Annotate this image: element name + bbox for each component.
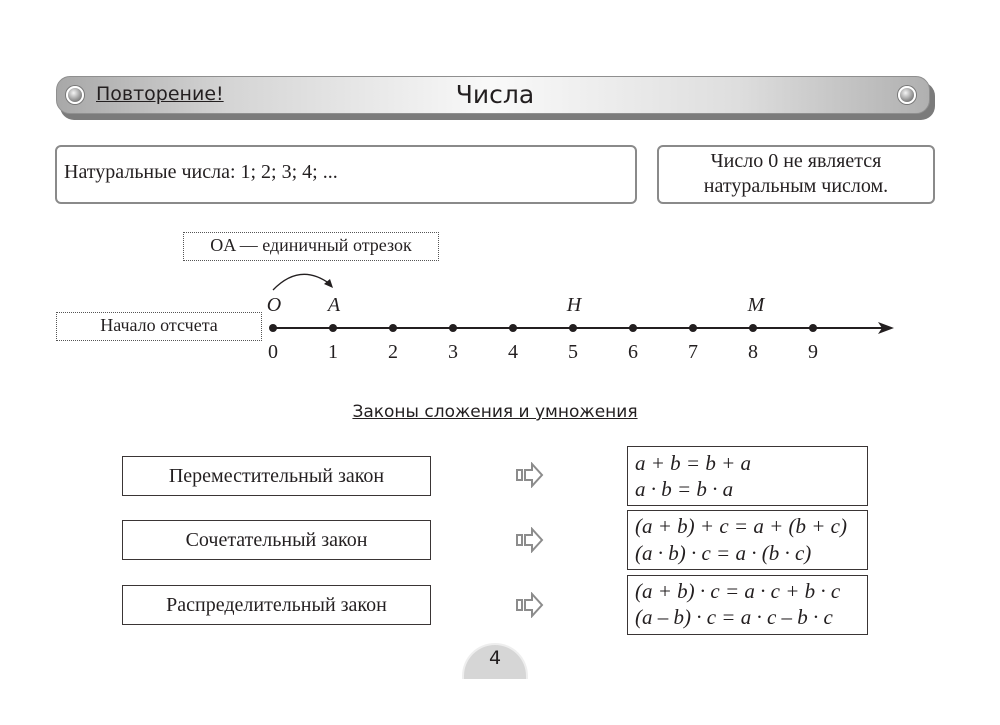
outline-right-arrow-icon — [515, 462, 545, 488]
page-number: 4 — [488, 647, 502, 669]
law-distributive: Распределительный закон — [122, 585, 431, 625]
outline-right-arrow-icon — [515, 592, 545, 618]
tick-label: 9 — [808, 341, 818, 363]
natural-numbers-text: Натуральные числа: 1; 2; 3; 4; ... — [64, 161, 338, 183]
law-associative: Сочетательный закон — [122, 520, 431, 560]
formula-line: (a + b) · c = a · c + b · c — [635, 579, 841, 603]
formula-line: a · b = b · a — [635, 477, 734, 501]
tick-label: 2 — [388, 341, 398, 363]
review-link[interactable]: Повторение! — [96, 83, 224, 105]
point-label-a: A — [327, 294, 341, 316]
curved-arrow-icon — [273, 274, 333, 290]
tick-label: 8 — [748, 341, 758, 363]
origin-label: Начало отсчета — [100, 315, 218, 335]
tick-label: 7 — [688, 341, 698, 363]
point-label-o: O — [266, 294, 282, 316]
zero-note-text — [657, 149, 935, 199]
formula-line: (a · b) · c = a · (b · c) — [635, 541, 812, 565]
page-title: Числа — [455, 80, 535, 109]
tick-label: 0 — [268, 341, 278, 363]
outline-right-arrow-icon — [515, 527, 545, 553]
unit-segment-label: OA — единичный отрезок — [210, 235, 412, 255]
formula-line: a + b = b + a — [635, 451, 752, 475]
laws-title: Законы сложения и умножения — [352, 402, 638, 422]
point-label-m: M — [747, 294, 765, 316]
axis-arrow-icon — [878, 322, 894, 334]
tick-label: 6 — [628, 341, 638, 363]
zero-note-line-2: натуральным числом. — [703, 175, 889, 197]
zero-note-line-1: Число 0 не является — [710, 150, 882, 172]
formula-line: (a – b) · c = a · c – b · c — [635, 605, 833, 629]
law-commutative: Переместительный закон — [122, 456, 431, 496]
tick-label: 3 — [448, 341, 458, 363]
tick-dots — [269, 324, 817, 332]
formula-line: (a + b) + c = a + (b + c) — [635, 514, 847, 538]
point-label-h: H — [566, 294, 582, 316]
tick-label: 5 — [568, 341, 578, 363]
tick-label: 4 — [508, 341, 518, 363]
tick-label: 1 — [328, 341, 338, 363]
